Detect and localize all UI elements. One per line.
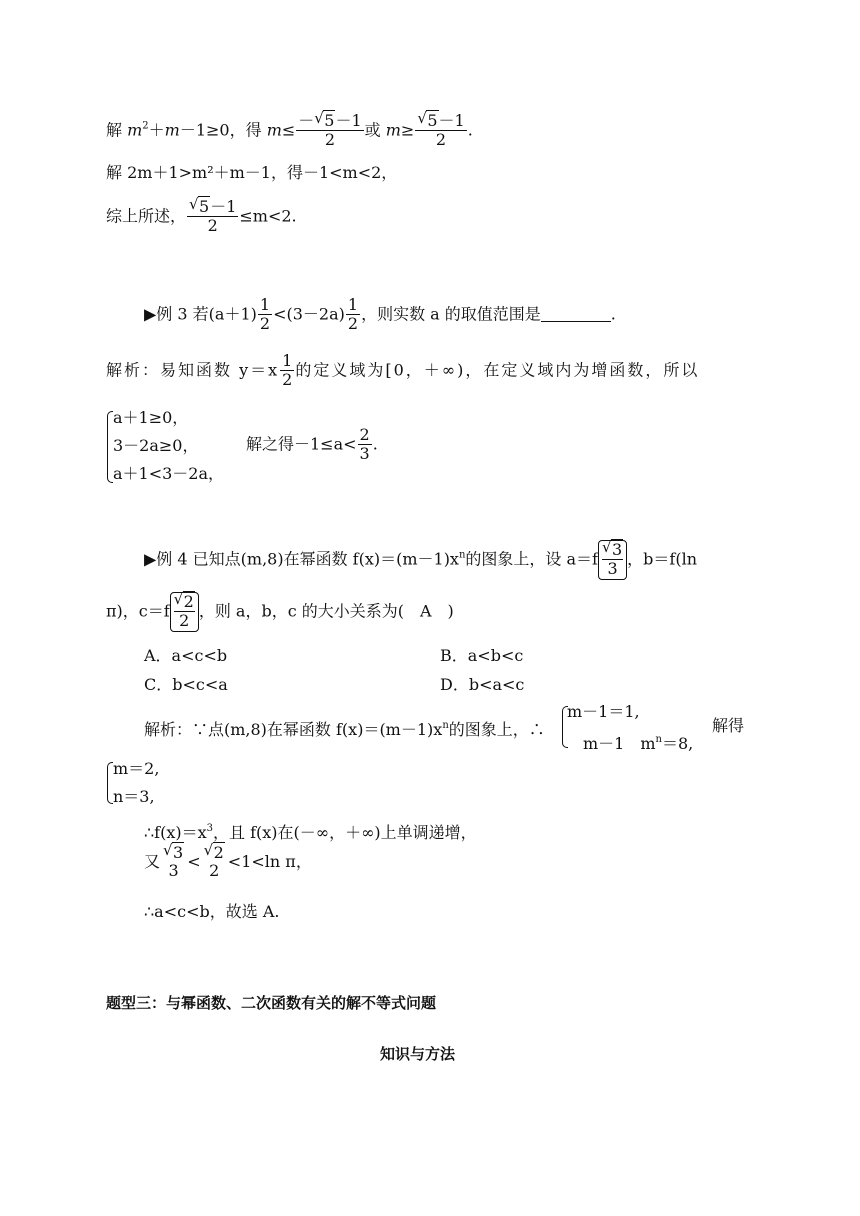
var-m: m	[164, 120, 180, 140]
example-3-question: ▶例 3 若(a＋1) $\frac{1}{2}$ <(3－2a) $\frac{1}{2}$ ，则实数 a 的取值范围是 .	[144, 295, 616, 334]
section-subheading: 知识与方法	[380, 1045, 456, 1063]
fraction: $\frac{2}{3}$	[359, 425, 370, 464]
solution-line-1: 解 $m^2+m-1\ge 0$，得 m≤ $\frac{-√ 5-1}{2}$ 或 m≥ √ $\frac{5-1}{2}$ .	[106, 112, 473, 150]
var-m: m	[127, 120, 143, 140]
compare-line: 又 √ 3 3 < √ 2 2 <1<ln π，	[144, 844, 312, 881]
conclusion: ∴a<c<b，故选 A.	[144, 902, 280, 921]
example-3-solution-line-1: 解析：易知函数 y＝x $\frac{1}{2}$ 的定义域为[0，＋∞)，在定义域内为增函数，所以	[106, 351, 700, 390]
fraction-exponent: $\frac{1}{2}$	[282, 351, 293, 390]
solution-m: m＝2,	[113, 759, 160, 778]
example-4-question-line-1: ▶例 4 已知点(m,8)在幂函数 $f(x)=(m-1)x^n$的图象上，设 a＝f √ $\frac{3}{3}$，b＝f(ln	[144, 540, 697, 580]
example-4-solution-line-1: 解析：∵点(m,8)在幂函数 $f(x)=(m-1)x^n$的图象上，∴	[144, 720, 545, 739]
fraction: $\frac{-√ 5-1}{2}$	[296, 112, 363, 150]
example-4-question-line-2: π)，c＝f √ $\frac{2}{2}$，则 a，b，c 的大小关系为( A )	[106, 592, 454, 632]
system-eq-2: m－1 $m^n=8$,	[583, 734, 694, 753]
var-m: m	[385, 120, 401, 140]
fraction: √ $\frac{5-1}{2}$	[415, 112, 466, 150]
system-result: 解之得－1≤a< $\frac{2}{3}$ .	[246, 425, 378, 464]
system-eq-1: m－1＝1,	[567, 702, 640, 721]
fraction: √ 3 3	[161, 844, 186, 881]
fraction: √ $\frac{5-1}{2}$	[187, 198, 238, 236]
section-heading: 题型三：与幂函数、二次函数有关的解不等式问题	[106, 994, 437, 1012]
option-b: B．a<b<c	[440, 646, 524, 665]
text: －1≥0，得	[179, 120, 267, 140]
solution-n: n＝3,	[113, 787, 155, 806]
text: ≤	[281, 120, 296, 140]
system-case-1: a＋1≥0，	[113, 408, 189, 427]
solution-line-3: 综上所述， √ $\frac{5-1}{2}$ ≤m<2.	[106, 198, 297, 236]
function-line: $\therefore f(x)=x^3$，且 f(x)在(－∞，＋∞)上单调递增，	[144, 823, 477, 842]
answer-blank	[541, 307, 611, 322]
text: 或	[364, 120, 386, 140]
fraction: √ 2 2	[202, 844, 227, 881]
system-case-2: 3－2a≥0，	[113, 436, 199, 455]
solution-line-2: 解 2m＋1>m²＋m－1，得－1<m<2，	[106, 163, 398, 182]
bracket-fraction: √ $\frac{3}{3}$	[598, 540, 627, 580]
text: ＋	[148, 120, 165, 140]
option-c: C．b<c<a	[144, 675, 228, 694]
text: ≥	[400, 120, 415, 140]
text: 解	[106, 120, 128, 140]
option-a: A．a<c<b	[144, 646, 228, 665]
exponent: 2	[142, 120, 149, 132]
bracket-fraction: √ $\frac{2}{2}$	[170, 592, 199, 632]
fraction-exponent: $\frac{1}{2}$	[259, 295, 271, 334]
var-m: m	[266, 120, 282, 140]
system-case-3: a＋1<3－2a，	[113, 464, 225, 483]
option-d: D．b<a<c	[440, 675, 525, 694]
fraction-exponent: $\frac{1}{2}$	[347, 295, 359, 334]
solve-label: 解得	[712, 716, 745, 735]
